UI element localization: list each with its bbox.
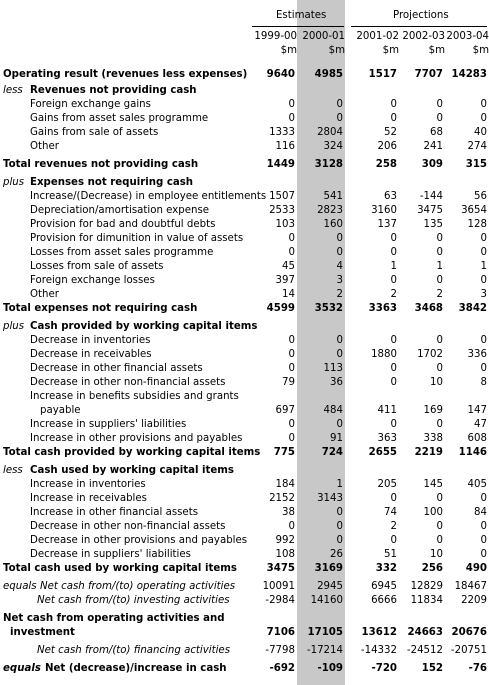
value-cell: 0	[390, 113, 397, 124]
value-cell: 0	[480, 363, 487, 374]
row-label: Total expenses not requiring cash	[3, 303, 198, 314]
value-cell: 10	[430, 377, 443, 388]
value-cell: 256	[421, 563, 443, 574]
year-header: 2001-02	[356, 31, 399, 42]
table-row	[0, 506, 489, 520]
value-cell: 3363	[368, 303, 397, 314]
value-cell: 0	[480, 535, 487, 546]
value-cell: 137	[377, 219, 397, 230]
table-row	[0, 548, 489, 562]
value-cell: 3475	[266, 563, 295, 574]
table-row	[0, 140, 489, 154]
value-cell: 1880	[371, 349, 397, 360]
value-cell: 3160	[371, 205, 397, 216]
value-cell: 775	[273, 447, 295, 458]
row-label: Foreign exchange losses	[30, 275, 155, 286]
value-cell: -692	[269, 663, 295, 674]
row-label: Decrease in receivables	[30, 349, 152, 360]
value-cell: 0	[480, 335, 487, 346]
value-cell: 4599	[266, 303, 295, 314]
value-cell: 0	[288, 233, 295, 244]
value-cell: 17105	[307, 627, 343, 638]
row-label: Increase in suppliers' liabilities	[30, 419, 187, 430]
value-cell: 3143	[317, 493, 343, 504]
value-cell: 0	[390, 493, 397, 504]
row-label: Decrease in other financial assets	[30, 363, 203, 374]
row-label: Increase in inventories	[30, 479, 146, 490]
value-cell: 7707	[414, 69, 443, 80]
value-cell: 0	[288, 419, 295, 430]
row-prefix: equals	[3, 663, 41, 674]
value-cell: 0	[390, 335, 397, 346]
value-cell: 0	[390, 247, 397, 258]
value-cell: 0	[288, 335, 295, 346]
row-label: investment	[10, 627, 75, 638]
value-cell: 91	[330, 433, 343, 444]
value-cell: 103	[275, 219, 295, 230]
table-row	[0, 334, 489, 348]
value-cell: 45	[282, 261, 295, 272]
unit-header: $m	[382, 45, 399, 56]
row-label: payable	[40, 405, 81, 416]
row-label: Decrease in suppliers' liabilities	[30, 549, 191, 560]
row-label: Total cash used by working capital items	[3, 563, 237, 574]
row-label: Net (decrease)/increase in cash	[45, 663, 227, 674]
value-cell: 108	[275, 549, 295, 560]
table-row	[0, 478, 489, 492]
value-cell: 484	[323, 405, 343, 416]
value-cell: 0	[390, 419, 397, 430]
year-header: 2002-03	[402, 31, 445, 42]
value-cell: -14332	[360, 645, 397, 656]
value-cell: 160	[323, 219, 343, 230]
row-label: Revenues not providing cash	[30, 85, 197, 96]
table-row	[0, 218, 489, 232]
value-cell: 0	[336, 113, 343, 124]
estimates-underline	[252, 26, 344, 27]
value-cell: 0	[480, 521, 487, 532]
row-label: Gains from asset sales programme	[30, 113, 209, 124]
year-header: 1999-00	[254, 31, 297, 42]
table-row	[0, 644, 489, 658]
unit-header: $m	[280, 45, 297, 56]
year-header: 2000-01	[302, 31, 345, 42]
table-row	[0, 520, 489, 534]
value-cell: 152	[421, 663, 443, 674]
value-cell: 79	[282, 377, 295, 388]
table-row	[0, 84, 489, 98]
value-cell: 0	[436, 493, 443, 504]
table-row	[0, 612, 489, 626]
value-cell: 541	[323, 191, 343, 202]
value-cell: 18467	[454, 581, 487, 592]
value-cell: 1702	[417, 349, 443, 360]
value-cell: 1	[436, 261, 443, 272]
value-cell: 2945	[317, 581, 343, 592]
value-cell: 3654	[461, 205, 487, 216]
value-cell: 363	[377, 433, 397, 444]
value-cell: 3128	[314, 159, 343, 170]
value-cell: 608	[467, 433, 487, 444]
value-cell: 2	[436, 289, 443, 300]
value-cell: 74	[384, 507, 397, 518]
year-header: 2003-04	[446, 31, 489, 42]
value-cell: 0	[288, 349, 295, 360]
projections-underline	[351, 26, 487, 27]
value-cell: 0	[336, 521, 343, 532]
row-label: Net cash from/(to) financing activities	[37, 645, 231, 656]
value-cell: 338	[423, 433, 443, 444]
row-label: Provision for dimunition in value of assets	[30, 233, 244, 244]
table-row	[0, 492, 489, 506]
table-row	[0, 446, 489, 460]
value-cell: 0	[436, 335, 443, 346]
row-label: Increase in receivables	[30, 493, 147, 504]
row-label: Gains from sale of assets	[30, 127, 159, 138]
value-cell: 0	[336, 247, 343, 258]
value-cell: 2655	[368, 447, 397, 458]
value-cell: 116	[275, 141, 295, 152]
value-cell: 128	[467, 219, 487, 230]
table-row	[0, 204, 489, 218]
value-cell: 336	[467, 349, 487, 360]
value-cell: 490	[465, 563, 487, 574]
value-cell: -109	[317, 663, 343, 674]
value-cell: 0	[390, 275, 397, 286]
value-cell: 0	[390, 363, 397, 374]
value-cell: 52	[384, 127, 397, 138]
row-label: Decrease in inventories	[30, 335, 151, 346]
unit-header: $m	[472, 45, 489, 56]
value-cell: 0	[436, 233, 443, 244]
value-cell: 8	[480, 377, 487, 388]
value-cell: 4	[336, 261, 343, 272]
value-cell: 14283	[451, 69, 487, 80]
value-cell: 2804	[317, 127, 343, 138]
value-cell: 205	[377, 479, 397, 490]
value-cell: 0	[336, 419, 343, 430]
value-cell: 2	[390, 521, 397, 532]
table-row	[0, 98, 489, 112]
table-row	[0, 404, 489, 418]
value-cell: 38	[282, 507, 295, 518]
value-cell: -144	[419, 191, 443, 202]
value-cell: 0	[288, 433, 295, 444]
table-row	[0, 176, 489, 190]
table-row	[0, 274, 489, 288]
value-cell: 697	[275, 405, 295, 416]
table-row	[0, 320, 489, 334]
value-cell: 992	[275, 535, 295, 546]
value-cell: -76	[468, 663, 487, 674]
row-label: Total revenues not providing cash	[3, 159, 199, 170]
value-cell: 1333	[269, 127, 295, 138]
row-label: Decrease in other non-financial assets	[30, 521, 226, 532]
value-cell: 9640	[266, 69, 295, 80]
value-cell: 113	[323, 363, 343, 374]
value-cell: 0	[336, 535, 343, 546]
row-prefix: less	[3, 85, 23, 96]
value-cell: -20751	[450, 645, 487, 656]
value-cell: 0	[436, 275, 443, 286]
value-cell: 332	[375, 563, 397, 574]
value-cell: 10091	[262, 581, 295, 592]
value-cell: 36	[330, 377, 343, 388]
value-cell: 206	[377, 141, 397, 152]
value-cell: 0	[288, 113, 295, 124]
value-cell: 0	[480, 99, 487, 110]
value-cell: 24663	[407, 627, 443, 638]
row-label: Increase in other financial assets	[30, 507, 198, 518]
row-label: Net cash from operating activities and	[3, 613, 225, 624]
value-cell: -17214	[306, 645, 343, 656]
row-label: Losses from sale of assets	[30, 261, 164, 272]
value-cell: -720	[371, 663, 397, 674]
row-prefix: plus	[3, 177, 25, 188]
value-cell: 169	[423, 405, 443, 416]
value-cell: 1517	[368, 69, 397, 80]
value-cell: 3	[480, 289, 487, 300]
value-cell: 14160	[310, 595, 343, 606]
value-cell: 11834	[410, 595, 443, 606]
row-label: Other	[30, 141, 59, 152]
value-cell: 0	[390, 535, 397, 546]
value-cell: 13612	[361, 627, 397, 638]
row-label: Net cash from/(to) operating activities	[40, 581, 236, 592]
value-cell: 100	[423, 507, 443, 518]
value-cell: 84	[474, 507, 487, 518]
value-cell: 0	[480, 493, 487, 504]
value-cell: 315	[465, 159, 487, 170]
value-cell: 0	[480, 549, 487, 560]
row-label: Expenses not requiring cash	[30, 177, 194, 188]
value-cell: 40	[474, 127, 487, 138]
value-cell: 1507	[269, 191, 295, 202]
value-cell: 3475	[417, 205, 443, 216]
value-cell: 0	[436, 363, 443, 374]
table-row	[0, 246, 489, 260]
value-cell: 145	[423, 479, 443, 490]
value-cell: 0	[336, 507, 343, 518]
table-row	[0, 562, 489, 576]
table-row	[0, 534, 489, 548]
estimates-header: Estimates	[276, 10, 327, 21]
value-cell: 0	[480, 113, 487, 124]
value-cell: 2823	[317, 205, 343, 216]
table-row	[0, 260, 489, 274]
unit-header: $m	[328, 45, 345, 56]
value-cell: 0	[288, 363, 295, 374]
value-cell: -24512	[406, 645, 443, 656]
value-cell: 26	[330, 549, 343, 560]
value-cell: 56	[474, 191, 487, 202]
value-cell: 258	[375, 159, 397, 170]
row-prefix: plus	[3, 321, 25, 332]
value-cell: 405	[467, 479, 487, 490]
value-cell: 1	[480, 261, 487, 272]
table-row	[0, 432, 489, 446]
value-cell: 0	[436, 521, 443, 532]
table-row	[0, 362, 489, 376]
value-cell: 0	[436, 113, 443, 124]
value-cell: 2219	[414, 447, 443, 458]
table-row	[0, 232, 489, 246]
row-label: Total cash provided by working capital items	[3, 447, 261, 458]
value-cell: 397	[275, 275, 295, 286]
value-cell: 3169	[314, 563, 343, 574]
row-label: Cash provided by working capital items	[30, 321, 258, 332]
row-label: Increase/(Decrease) in employee entitlements	[30, 191, 267, 202]
table-row	[0, 112, 489, 126]
value-cell: 1449	[266, 159, 295, 170]
table-row	[0, 580, 489, 594]
value-cell: 3532	[314, 303, 343, 314]
value-cell: 51	[384, 549, 397, 560]
table-row	[0, 662, 489, 676]
value-cell: 4985	[314, 69, 343, 80]
value-cell: 0	[436, 247, 443, 258]
value-cell: 0	[480, 233, 487, 244]
value-cell: 63	[384, 191, 397, 202]
table-row	[0, 464, 489, 478]
row-label: Increase in other provisions and payables	[30, 433, 243, 444]
table-row	[0, 302, 489, 316]
row-label: Decrease in other non-financial assets	[30, 377, 226, 388]
value-cell: 724	[321, 447, 343, 458]
value-cell: 1	[390, 261, 397, 272]
table-row	[0, 190, 489, 204]
value-cell: 2209	[461, 595, 487, 606]
value-cell: 47	[474, 419, 487, 430]
table-row	[0, 594, 489, 608]
value-cell: 2533	[269, 205, 295, 216]
projections-header: Projections	[393, 10, 449, 21]
value-cell: 6666	[371, 595, 397, 606]
value-cell: 147	[467, 405, 487, 416]
value-cell: 0	[288, 521, 295, 532]
table-row	[0, 390, 489, 404]
value-cell: 12829	[410, 581, 443, 592]
table-row	[0, 158, 489, 172]
value-cell: 2	[390, 289, 397, 300]
value-cell: 411	[377, 405, 397, 416]
value-cell: 241	[423, 141, 443, 152]
value-cell: 0	[480, 247, 487, 258]
value-cell: 0	[436, 419, 443, 430]
value-cell: 309	[421, 159, 443, 170]
value-cell: 135	[423, 219, 443, 230]
row-label: Operating result (revenues less expenses)	[3, 69, 248, 80]
value-cell: 2	[336, 289, 343, 300]
value-cell: 6945	[371, 581, 397, 592]
value-cell: 184	[275, 479, 295, 490]
value-cell: 3842	[458, 303, 487, 314]
value-cell: 0	[288, 99, 295, 110]
row-label: Other	[30, 289, 59, 300]
value-cell: 7106	[266, 627, 295, 638]
value-cell: 2152	[269, 493, 295, 504]
value-cell: 1	[336, 479, 343, 490]
table-row	[0, 126, 489, 140]
table-row	[0, 288, 489, 302]
table-row	[0, 68, 489, 82]
value-cell: 68	[430, 127, 443, 138]
row-label: Net cash from/(to) investing activities	[37, 595, 230, 606]
value-cell: 10	[430, 549, 443, 560]
row-label: Provision for bad and doubtful debts	[30, 219, 216, 230]
row-label: Decrease in other provisions and payables	[30, 535, 248, 546]
value-cell: 0	[480, 275, 487, 286]
row-label: Depreciation/amortisation expense	[30, 205, 210, 216]
unit-header: $m	[428, 45, 445, 56]
value-cell: 0	[288, 247, 295, 258]
value-cell: 0	[336, 99, 343, 110]
value-cell: 324	[323, 141, 343, 152]
value-cell: 3	[336, 275, 343, 286]
value-cell: 274	[467, 141, 487, 152]
table-row	[0, 418, 489, 432]
value-cell: 1146	[458, 447, 487, 458]
value-cell: 0	[390, 99, 397, 110]
table-row	[0, 626, 489, 640]
value-cell: -7798	[265, 645, 295, 656]
table-row	[0, 376, 489, 390]
row-label: Losses from asset sales programme	[30, 247, 214, 258]
row-prefix: less	[3, 465, 23, 476]
value-cell: 0	[390, 233, 397, 244]
value-cell: 0	[390, 377, 397, 388]
row-label: Cash used by working capital items	[30, 465, 234, 476]
value-cell: 0	[336, 349, 343, 360]
value-cell: 0	[336, 233, 343, 244]
value-cell: 0	[436, 535, 443, 546]
table-row	[0, 348, 489, 362]
value-cell: 0	[436, 99, 443, 110]
value-cell: 3468	[414, 303, 443, 314]
value-cell: -2984	[265, 595, 295, 606]
value-cell: 20676	[451, 627, 487, 638]
row-prefix: equals	[3, 581, 37, 592]
value-cell: 0	[336, 335, 343, 346]
value-cell: 14	[282, 289, 295, 300]
row-label: Foreign exchange gains	[30, 99, 151, 110]
row-label: Increase in benefits subsidies and grants	[30, 391, 239, 402]
